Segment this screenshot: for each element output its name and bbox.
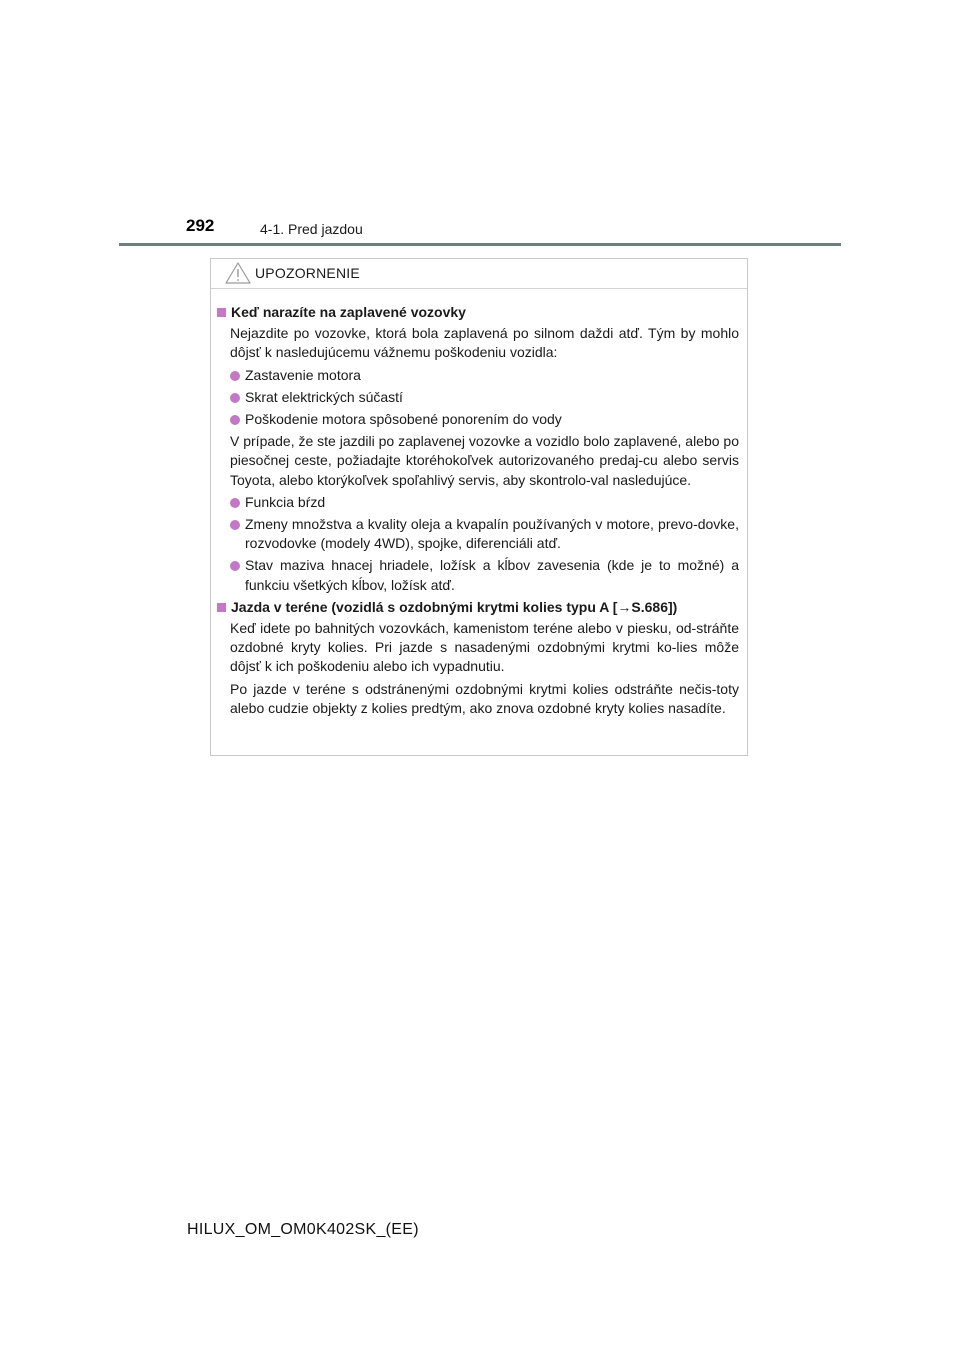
list-item-text: Zmeny množstva a kvality oleja a kvapalín používaných v motore, prevo-dovke, rozvodovke (modely 4WD), spojke, diferenciáli atď. [245, 516, 739, 552]
page-number: 292 [186, 216, 215, 235]
warning-header [211, 259, 747, 289]
list-item [230, 366, 739, 385]
warning-content [211, 289, 747, 718]
list-item [230, 515, 739, 553]
warning-triangle-icon [225, 262, 251, 284]
list-item [230, 388, 739, 407]
dot-bullet-icon [230, 561, 240, 571]
list-item [230, 556, 739, 594]
list-item-text: Stav maziva hnacej hriadele, ložísk a kĺbov zavesenia (kde je to možné) a funkciu všetkých kĺbov, ložísk atď. [245, 557, 739, 593]
section-title: 4-1. Pred jazdou [260, 221, 363, 237]
list-item [230, 493, 739, 512]
dot-bullet-icon [230, 520, 240, 530]
section-heading [217, 598, 739, 617]
square-bullet-icon [217, 308, 226, 317]
section-heading [217, 303, 739, 322]
list-item-text: Funkcia bŕzd [245, 493, 326, 510]
dot-bullet-icon [230, 371, 240, 381]
dot-bullet-icon [230, 498, 240, 508]
warning-box [210, 258, 748, 756]
list-item [230, 410, 739, 429]
dot-bullet-icon [230, 393, 240, 403]
paragraph: V prípade, že ste jazdili po zaplavenej vozovke a vozidlo bolo zaplavené, alebo po piesočnej ceste, požiadajte ktoréhokoľvek autorizovaného predaj-cu alebo servis Toyota, alebo ktorýkoľvek spoľahlivý servis, aby skontrolo-val nasledujúce. [230, 433, 739, 488]
list-item-text: Skrat elektrických súčastí [245, 388, 403, 405]
document-code: HILUX_OM_OM0K402SK_(EE) [187, 1221, 419, 1238]
heading-text: Jazda v teréne (vozidlá s ozdobnými krytmi kolies typu A [→S.686]) [231, 598, 678, 615]
list-item-text: Zastavenie motora [245, 366, 361, 383]
square-bullet-icon [217, 603, 226, 612]
paragraph: Keď idete po bahnitých vozovkách, kamenistom teréne alebo v piesku, od-stráňte ozdobné kryty kolies. Pri jazde s nasadenými ozdobnými krytmi ko-lies môže dôjsť k ich poškodeniu alebo ich vypadnutiu. [230, 620, 739, 675]
warning-label: UPOZORNENIE [255, 265, 360, 281]
paragraph: Po jazde v teréne s odstránenými ozdobnými krytmi kolies odstráňte nečis-toty alebo cudzie objekty z kolies predtým, ako znova ozdobné kryty kolies nasadíte. [230, 680, 739, 716]
paragraph: Nejazdite po vozovke, ktorá bola zaplavená po silnom daždi atď. Tým by mohlo dôjsť k nasledujúcemu vážnemu poškodeniu vozidla: [230, 325, 739, 361]
heading-text: Keď narazíte na zaplavené vozovky [231, 304, 466, 320]
header-rule [119, 243, 841, 246]
dot-bullet-icon [230, 415, 240, 425]
list-item-text: Poškodenie motora spôsobené ponorením do vody [245, 411, 562, 428]
